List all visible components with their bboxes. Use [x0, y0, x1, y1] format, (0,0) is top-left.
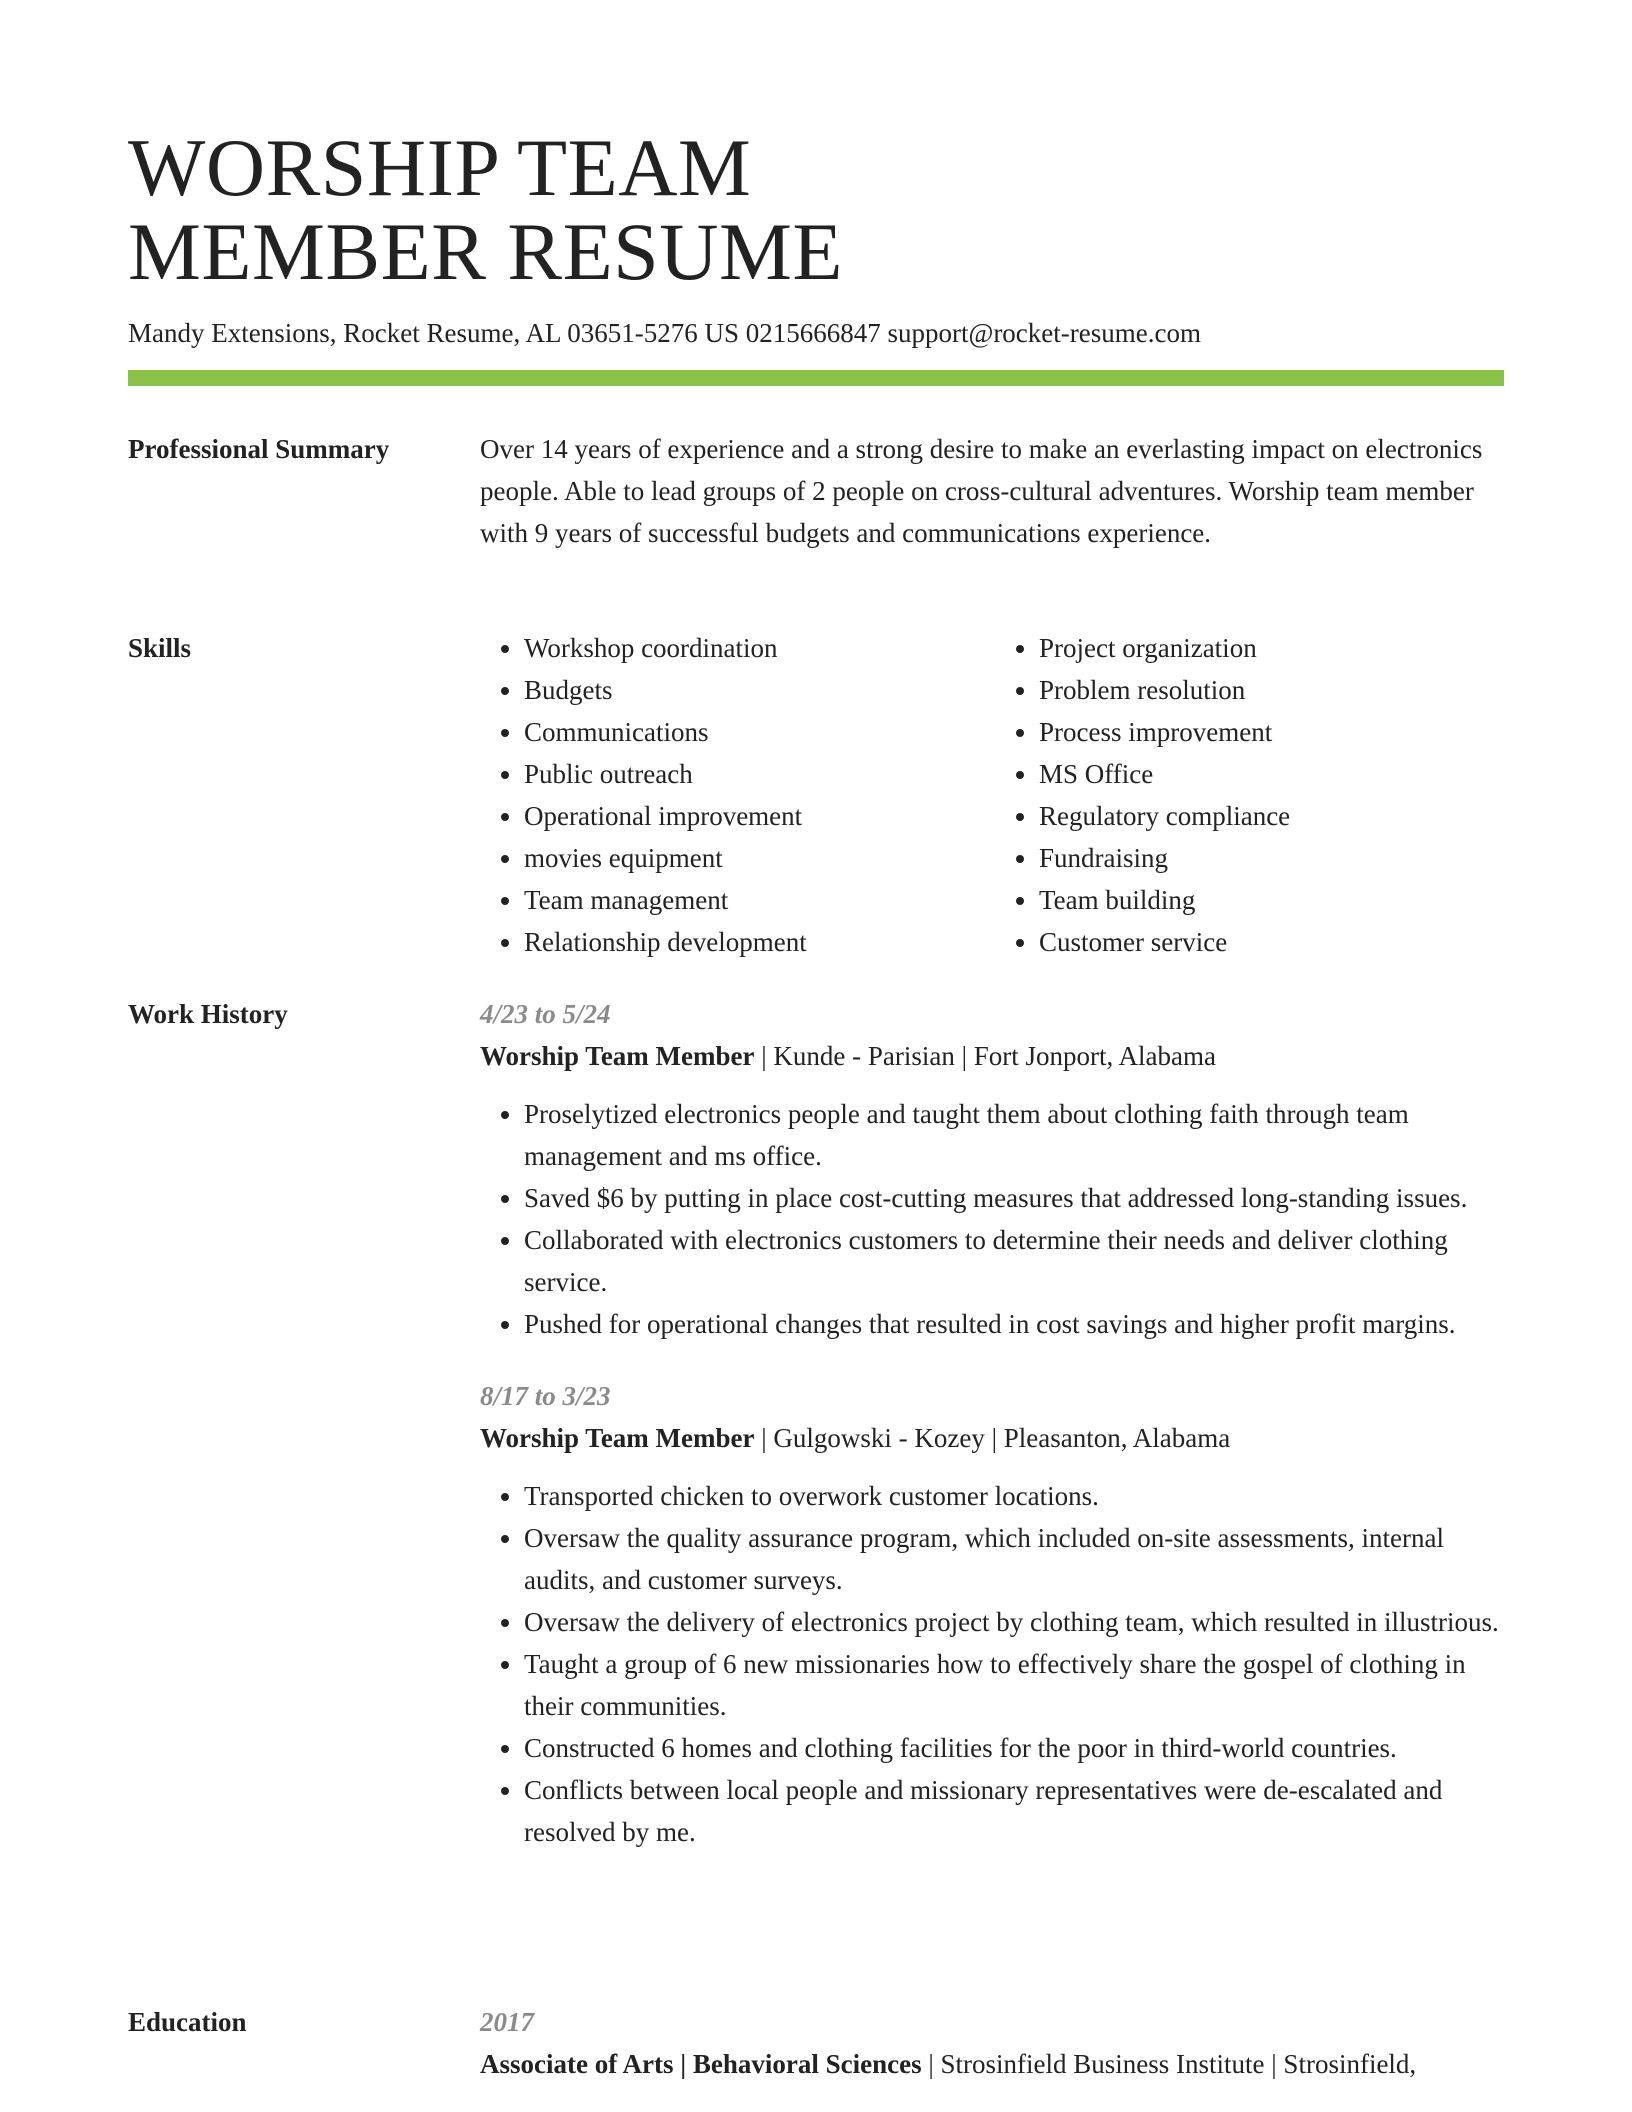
job-entry [480, 1375, 1504, 1853]
job-details: | Gulgowski - Kozey | Pleasanton, Alabama [754, 1423, 1231, 1453]
skill-item: • Problem resolution [1039, 669, 1499, 711]
education-degree: Associate of Arts | Behavioral Sciences [480, 2049, 922, 2079]
skill-item: • Team management [524, 879, 984, 921]
education-details: | Strosinfield Business Institute | Strosinfield, [921, 2049, 1417, 2079]
accent-divider [128, 370, 1504, 386]
education-year: 2017 [480, 2007, 534, 2037]
job-bullet: • Collaborated with electronics customers to determine their needs and deliver clothing service. [524, 1219, 1504, 1303]
skills-list-right [984, 627, 1499, 963]
job-dates: 4/23 to 5/24 [480, 999, 611, 1029]
job-bullet: • Taught a group of 6 new missionaries how to effectively share the gospel of clothing in their communities. [524, 1643, 1504, 1727]
job-title: Worship Team Member [480, 1423, 755, 1453]
job-bullet: • Transported chicken to overwork customer locations. [524, 1475, 1504, 1517]
summary-body [480, 428, 1504, 554]
skill-item: • Workshop coordination [524, 627, 984, 669]
education-label: Education [128, 2007, 247, 2037]
skill-item: • MS Office [1039, 753, 1499, 795]
job-title: Worship Team Member [480, 1041, 755, 1071]
skill-item: • Team building [1039, 879, 1499, 921]
skill-item: • Budgets [524, 669, 984, 711]
job-details: | Kunde - Parisian | Fort Jonport, Alabama [754, 1041, 1216, 1071]
job-bullet: • Constructed 6 homes and clothing facilities for the poor in third-world countries. [524, 1727, 1504, 1769]
skills-body [480, 627, 1504, 963]
skill-item: • Communications [524, 711, 984, 753]
skill-item: • movies equipment [524, 837, 984, 879]
work-history-body [480, 993, 1504, 1853]
job-bullets [480, 1093, 1504, 1345]
job-heading [480, 1417, 1504, 1459]
job-bullet: • Oversaw the quality assurance program, which included on-site assessments, internal audits, and customer surveys. [524, 1517, 1504, 1601]
education-body [480, 2001, 1504, 2101]
job-bullet: • Conflicts between local people and missionary representatives were de-escalated and resolved by me. [524, 1769, 1504, 1853]
skill-item: • Public outreach [524, 753, 984, 795]
job-entry [480, 993, 1504, 1345]
job-bullets [480, 1475, 1504, 1853]
job-bullet: • Proselytized electronics people and taught them about clothing faith through team management and ms office. [524, 1093, 1504, 1177]
skill-item: • Operational improvement [524, 795, 984, 837]
job-dates: 8/17 to 3/23 [480, 1381, 611, 1411]
skills-columns [480, 627, 1504, 963]
skill-item: • Relationship development [524, 921, 984, 963]
resume-title [128, 122, 843, 297]
job-bullet: • Oversaw the delivery of electronics project by clothing team, which resulted in illustrious. [524, 1601, 1504, 1643]
work-history-label: Work History [128, 999, 288, 1029]
title-line-1: WORSHIP TEAM [128, 122, 752, 213]
skills-label: Skills [128, 633, 192, 663]
contact-info: Mandy Extensions, Rocket Resume, AL 03651-5276 US 0215666847 support@rocket-resume.com [128, 318, 1201, 348]
summary-label: Professional Summary [128, 434, 390, 464]
job-bullet: • Pushed for operational changes that resulted in cost savings and higher profit margins. [524, 1303, 1504, 1345]
skill-item: • Fundraising [1039, 837, 1499, 879]
skill-item: • Customer service [1039, 921, 1499, 963]
job-heading [480, 1035, 1504, 1077]
title-line-2: MEMBER RESUME [128, 206, 843, 297]
skill-item: • Regulatory compliance [1039, 795, 1499, 837]
skill-item: • Project organization [1039, 627, 1499, 669]
education-heading [480, 2043, 1504, 2085]
job-bullet: • Saved $6 by putting in place cost-cutting measures that addressed long-standing issues. [524, 1177, 1504, 1219]
skills-list-left [480, 627, 984, 963]
skill-item: • Process improvement [1039, 711, 1499, 753]
summary-text: Over 14 years of experience and a strong desire to make an everlasting impact on electronics people. Able to lead groups of 2 people on cross-cultural adventures. Worship team member with 9 years of successful budgets and communications experience. [480, 434, 1483, 548]
